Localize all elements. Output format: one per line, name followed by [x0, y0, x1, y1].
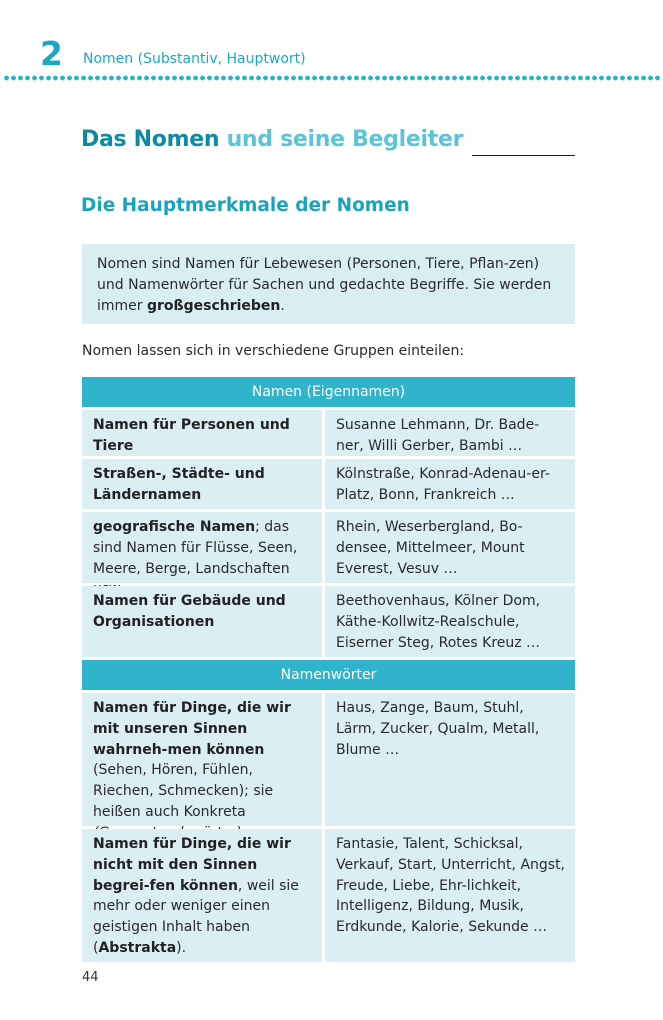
noun-table	[82, 377, 575, 962]
table-row	[82, 512, 575, 583]
page-title-part1: Das Nomen	[81, 127, 220, 152]
table-cell-category	[82, 693, 322, 826]
category-description: ; das sind Namen für Flüsse, Seen, Meere, Berge, Landschaften	[93, 519, 298, 577]
table-cell-examples: Beethovenhaus, Kölner Dom, Käthe-Kollwitz-Realschule, Eiserner Steg, Rotes Kreuz …	[325, 586, 575, 657]
table-cell-examples: Haus, Zange, Baum, Stuhl, Lärm, Zucker, Qualm, Metall, Blume …	[325, 693, 575, 826]
table-cell-examples: Fantasie, Talent, Schicksal, Verkauf, Start, Unterricht, Angst, Freude, Liebe, Ehr-lichkeit, Intelligenz, Bildung, Musik, Erdkunde, Kalorie, Sekunde …	[325, 829, 575, 962]
page-number: 44	[82, 970, 99, 985]
category-label: geografische Namen	[93, 519, 256, 535]
chapter-title: Nomen (Substantiv, Hauptwort)	[83, 51, 306, 67]
category-label: Namen für Dinge, die wir mit unseren Sinnen wahrneh-men können	[93, 700, 291, 758]
category-description: , weil sie mehr oder weniger einen geistigen Inhalt haben (	[93, 877, 299, 956]
table-cell-category	[82, 586, 322, 657]
dotted-divider	[3, 75, 661, 81]
page-title-part2: und seine Begleiter	[226, 127, 464, 152]
table-cell-examples: Susanne Lehmann, Dr. Bade-ner, Willi Gerber, Bambi …	[325, 410, 575, 456]
table-row	[82, 693, 575, 826]
table-section-header: Namen (Eigennamen)	[82, 377, 575, 407]
page-title	[81, 127, 463, 152]
table-section-header: Namenwörter	[82, 660, 575, 690]
table-cell-examples: Rhein, Weserbergland, Bo-densee, Mittelmeer, Mount Everest, Vesuv …	[325, 512, 575, 583]
table-row	[82, 459, 575, 509]
table-row	[82, 829, 575, 962]
table-cell-category	[82, 459, 322, 509]
info-text-end: .	[280, 297, 285, 314]
category-label: Namen für Gebäude und Organisationen	[93, 593, 286, 630]
table-cell-category	[82, 410, 322, 456]
info-text: Nomen sind Namen für Lebewesen (Personen, Tiere, Pflan-zen) und Namenwörter für Sachen und gedachte Begriffe. Sie werden immer	[97, 256, 552, 314]
section-subtitle: Die Hauptmerkmale der Nomen	[81, 195, 410, 216]
category-term: Abstrakta	[98, 939, 177, 956]
table-cell-examples: Kölnstraße, Konrad-Adenau-er-Platz, Bonn, Frankreich …	[325, 459, 575, 509]
category-description: (Sehen, Hören, Fühlen, Riechen, Schmecken); sie heißen auch Konkreta	[93, 762, 274, 820]
table-cell-category	[82, 829, 322, 962]
category-label: Namen für Dinge, die wir nicht mit den Sinnen begrei-fen können	[93, 836, 291, 894]
title-rule	[472, 155, 575, 156]
info-box	[82, 244, 575, 324]
intro-text: Nomen lassen sich in verschiedene Gruppen einteilen:	[82, 343, 465, 359]
chapter-number: 2	[40, 34, 63, 73]
category-label: Straßen-, Städte- und Ländernamen	[93, 466, 265, 503]
table-row	[82, 410, 575, 456]
chapter-header	[40, 36, 640, 76]
category-description-end: ).	[176, 939, 187, 956]
table-cell-category	[82, 512, 322, 583]
info-bold: großgeschrieben	[146, 297, 281, 314]
table-row	[82, 586, 575, 657]
category-label: Namen für Personen und Tiere	[93, 417, 290, 454]
